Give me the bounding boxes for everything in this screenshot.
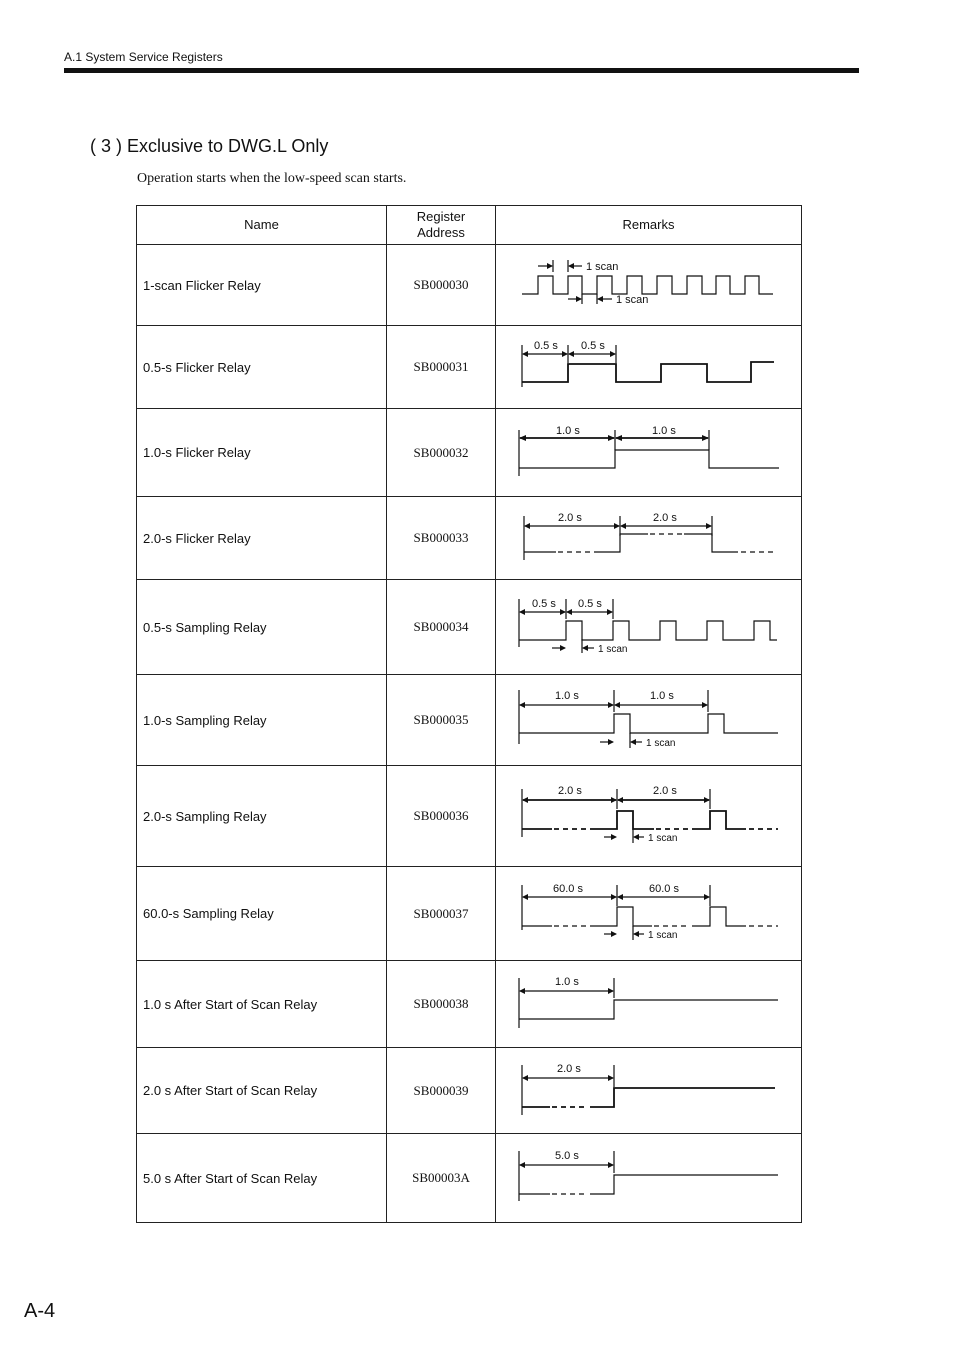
- timing-diagram: [496, 497, 802, 580]
- register-address: SB000034: [387, 580, 496, 675]
- svg-text:2.0 s: 2.0 s: [558, 511, 582, 524]
- table-row: [137, 580, 802, 675]
- table-row: [137, 497, 802, 580]
- svg-text:2.0 s: 2.0 s: [653, 784, 677, 797]
- col-header-name: Name: [137, 206, 387, 245]
- timing-diagram: [496, 409, 802, 497]
- register-address: SB00003A: [387, 1134, 496, 1223]
- table-row: [137, 245, 802, 326]
- table-row: [137, 326, 802, 409]
- svg-text:1 scan: 1 scan: [646, 737, 676, 749]
- table-row: [137, 961, 802, 1048]
- svg-text:1 scan: 1 scan: [598, 643, 628, 655]
- col-header-remarks: Remarks: [496, 206, 802, 245]
- relay-name: 1.0 s After Start of Scan Relay: [137, 961, 387, 1048]
- register-address: SB000032: [387, 409, 496, 497]
- register-address: SB000030: [387, 245, 496, 326]
- timing-diagram: [496, 1048, 802, 1134]
- svg-text:0.5 s: 0.5 s: [534, 339, 558, 352]
- relay-name: 60.0-s Sampling Relay: [137, 867, 387, 961]
- svg-text:5.0 s: 5.0 s: [555, 1149, 579, 1162]
- svg-text:2.0 s: 2.0 s: [558, 784, 582, 797]
- page-number: A-4: [24, 1300, 56, 1322]
- timing-diagram: [496, 766, 802, 867]
- timing-diagram: [496, 245, 802, 326]
- table-row: [137, 675, 802, 766]
- svg-text:1 scan: 1 scan: [648, 832, 678, 844]
- svg-text:2.0 s: 2.0 s: [653, 511, 677, 524]
- timing-diagram: [496, 675, 802, 766]
- relay-name: 0.5-s Flicker Relay: [137, 326, 387, 409]
- relay-name: 1.0-s Sampling Relay: [137, 675, 387, 766]
- register-address: SB000033: [387, 497, 496, 580]
- timing-diagram: [496, 961, 802, 1048]
- relay-name: 1.0-s Flicker Relay: [137, 409, 387, 497]
- header-rule: [64, 68, 859, 73]
- relay-name: 5.0 s After Start of Scan Relay: [137, 1134, 387, 1223]
- relay-name: 2.0 s After Start of Scan Relay: [137, 1048, 387, 1134]
- svg-text:1.0 s: 1.0 s: [650, 689, 674, 702]
- table-row: [137, 409, 802, 497]
- register-address: SB000031: [387, 326, 496, 409]
- register-address: SB000038: [387, 961, 496, 1048]
- scan-label: 1 scan: [616, 293, 649, 306]
- svg-text:1 scan: 1 scan: [648, 929, 678, 941]
- svg-text:0.5 s: 0.5 s: [578, 597, 602, 610]
- col-header-address: Register Address: [387, 206, 496, 245]
- table-header-row: [137, 206, 802, 245]
- register-address: SB000039: [387, 1048, 496, 1134]
- section-title: ( 3 ) Exclusive to DWG.L Only: [90, 136, 329, 156]
- timing-diagram: [496, 867, 802, 961]
- relay-name: 0.5-s Sampling Relay: [137, 580, 387, 675]
- svg-text:1.0 s: 1.0 s: [556, 424, 580, 437]
- table-row: [137, 1048, 802, 1134]
- table-row: [137, 766, 802, 867]
- svg-text:1.0 s: 1.0 s: [555, 689, 579, 702]
- register-address: SB000037: [387, 867, 496, 961]
- scan-label: 1 scan: [586, 260, 619, 273]
- timing-diagram: [496, 580, 802, 675]
- svg-text:60.0 s: 60.0 s: [553, 882, 583, 895]
- relay-name: 2.0-s Flicker Relay: [137, 497, 387, 580]
- running-header: A.1 System Service Registers: [64, 50, 223, 64]
- svg-text:0.5 s: 0.5 s: [532, 597, 556, 610]
- register-address: SB000035: [387, 675, 496, 766]
- timing-diagram: [496, 1134, 802, 1223]
- relay-name: 2.0-s Sampling Relay: [137, 766, 387, 867]
- svg-text:0.5 s: 0.5 s: [581, 339, 605, 352]
- relay-name: 1-scan Flicker Relay: [137, 245, 387, 326]
- timing-diagram: [496, 326, 802, 409]
- svg-text:60.0 s: 60.0 s: [649, 882, 679, 895]
- register-address: SB000036: [387, 766, 496, 867]
- register-table: [136, 205, 802, 1223]
- svg-text:2.0 s: 2.0 s: [557, 1062, 581, 1075]
- intro-text: Operation starts when the low-speed scan starts.: [137, 171, 407, 186]
- svg-text:1.0 s: 1.0 s: [555, 975, 579, 988]
- table-row: [137, 1134, 802, 1223]
- svg-text:1.0 s: 1.0 s: [652, 424, 676, 437]
- table-row: [137, 867, 802, 961]
